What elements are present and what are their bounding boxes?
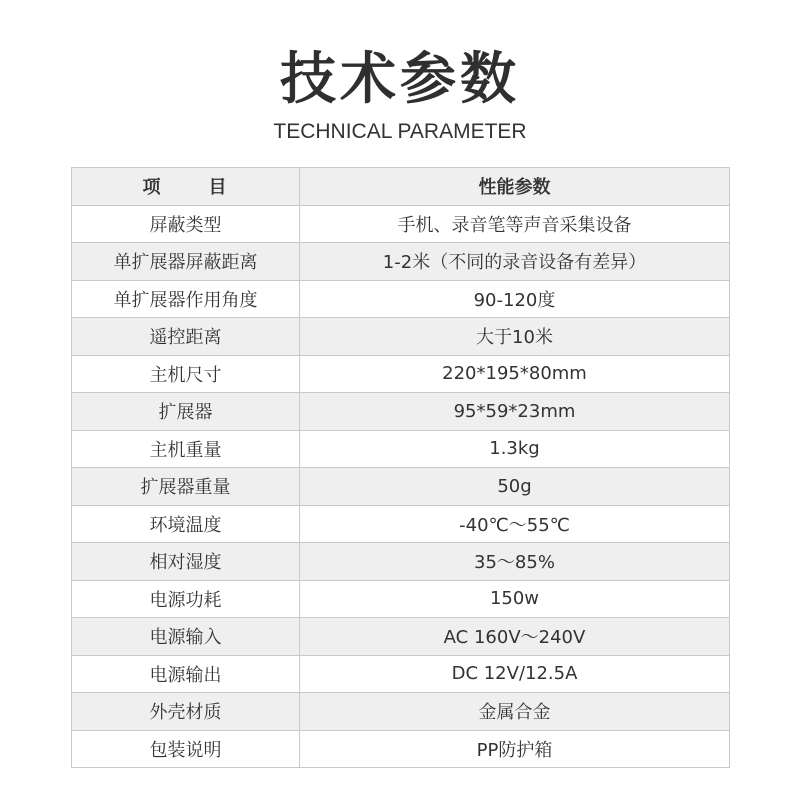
row-label: 主机重量 [72, 430, 300, 468]
row-label: 主机尺寸 [72, 355, 300, 393]
row-label: 扩展器 [72, 393, 300, 431]
page-title: 技术参数 [280, 47, 520, 112]
row-value: AC 160V～240V [300, 618, 730, 656]
row-value: 35～85% [300, 543, 730, 581]
table-row [72, 505, 730, 543]
row-value: -40℃～55℃ [300, 505, 730, 543]
column-header-item-right: 目 [208, 177, 229, 199]
row-label: 遥控距离 [72, 318, 300, 356]
table-row [72, 618, 730, 656]
row-label: 屏蔽类型 [72, 205, 300, 243]
row-value: 大于10米 [300, 318, 730, 356]
row-value: 150w [300, 580, 730, 618]
table-row [72, 693, 730, 731]
row-label: 单扩展器屏蔽距离 [72, 243, 300, 281]
spec-table [71, 167, 730, 768]
row-value: 1.3kg [300, 430, 730, 468]
column-header-value: 性能参数 [300, 168, 730, 206]
table-row [72, 655, 730, 693]
row-value: 手机、录音笔等声音采集设备 [300, 205, 730, 243]
row-label: 电源输入 [72, 618, 300, 656]
row-label: 外壳材质 [72, 693, 300, 731]
table-row [72, 205, 730, 243]
row-value: 50g [300, 468, 730, 506]
table-header-row [72, 168, 730, 206]
row-label: 相对湿度 [72, 543, 300, 581]
page-subtitle: TECHNICAL PARAMETER [273, 120, 527, 143]
table-row [72, 730, 730, 768]
row-value: 220*195*80mm [300, 355, 730, 393]
row-label: 单扩展器作用角度 [72, 280, 300, 318]
table-row [72, 468, 730, 506]
row-value: 金属合金 [300, 693, 730, 731]
table-row [72, 580, 730, 618]
row-label: 环境温度 [72, 505, 300, 543]
column-header-item [72, 168, 300, 206]
row-value: 95*59*23mm [300, 393, 730, 431]
table-row [72, 355, 730, 393]
table-row [72, 543, 730, 581]
table-row [72, 393, 730, 431]
row-value: PP防护箱 [300, 730, 730, 768]
row-label: 电源功耗 [72, 580, 300, 618]
table-row [72, 318, 730, 356]
table-row [72, 243, 730, 281]
row-label: 扩展器重量 [72, 468, 300, 506]
row-value: 1-2米（不同的录音设备有差异） [300, 243, 730, 281]
row-label: 包装说明 [72, 730, 300, 768]
row-value: DC 12V/12.5A [300, 655, 730, 693]
row-value: 90-120度 [300, 280, 730, 318]
table-row [72, 280, 730, 318]
table-row [72, 430, 730, 468]
column-header-item-left: 项 [142, 177, 163, 199]
row-label: 电源输出 [72, 655, 300, 693]
